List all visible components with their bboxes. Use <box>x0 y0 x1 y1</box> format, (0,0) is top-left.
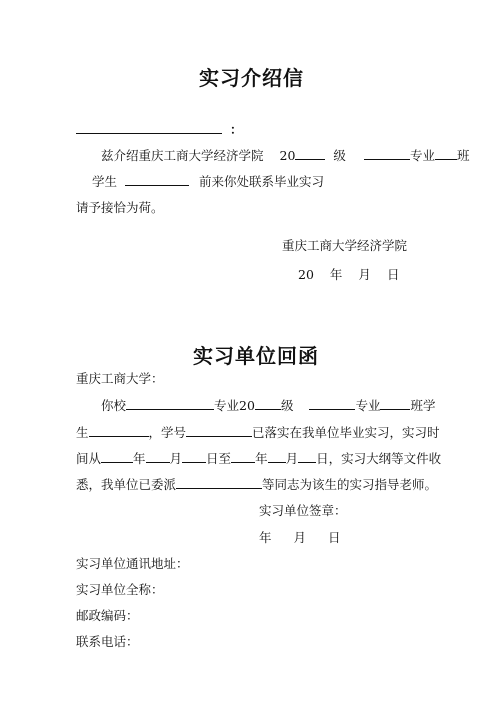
letter-date-month: 月 <box>358 267 371 282</box>
reply-major2-blank <box>309 398 355 410</box>
letter-line-3: 请予接恰为荷。 <box>76 200 164 215</box>
major-blank <box>364 148 410 160</box>
letter-date <box>298 265 399 283</box>
letter-year-prefix: 20 <box>279 148 296 163</box>
reply-sheng-label: 生 <box>76 425 89 440</box>
reply-school-label: 你校 <box>101 398 127 413</box>
student-name-blank <box>125 174 189 186</box>
reply-unit-sign: 实习单位签章： <box>259 503 347 518</box>
reply-line-4-text1: 悉，我单位已委派 <box>76 477 177 492</box>
reply-line-4-text2: 等同志为该生的实习指导老师。 <box>262 477 438 492</box>
reply-line-2 <box>76 423 440 441</box>
reply-date-month: 月 <box>293 530 307 545</box>
addressee-colon: ： <box>230 122 243 137</box>
letter-major-label: 专业 <box>409 148 435 163</box>
letter-line-2 <box>92 172 324 190</box>
letter-date-year-prefix: 20 <box>298 267 314 282</box>
field-phone: 联系电话： <box>76 634 139 649</box>
reply-major-blank <box>126 398 214 410</box>
letter-date-day: 日 <box>386 267 400 282</box>
reply-student-name-blank <box>89 425 149 437</box>
reply-grade-blank <box>255 398 281 410</box>
addressee-line <box>76 120 243 138</box>
addressee-blank <box>76 122 222 134</box>
reply-day-to-label: 日至 <box>206 451 232 466</box>
letter-date-year: 年 <box>329 267 343 282</box>
reply-to-year-blank <box>231 451 255 463</box>
reply-salutation: 重庆工商大学： <box>76 371 164 386</box>
letter-student-label: 学生 <box>92 174 118 189</box>
reply-from-day-blank <box>182 451 206 463</box>
reply-month-label: 月 <box>169 451 183 466</box>
reply-from-year-blank <box>101 451 133 463</box>
letter-purpose-text: 前来你处联系毕业实习 <box>199 174 325 189</box>
letter-intro-text: 兹介绍重庆工商大学经济学院 <box>101 148 264 163</box>
reply-line-1 <box>101 396 435 414</box>
reply-year-label: 年 <box>133 451 146 466</box>
class-blank <box>435 148 457 160</box>
reply-year-prefix: 20 <box>239 398 255 413</box>
letter-class-label: 班 <box>456 148 470 163</box>
field-postal-code: 邮政编码： <box>76 608 139 623</box>
reply-xuehao-label: ，学号 <box>148 425 187 440</box>
letter-grade-label: 级 <box>333 148 346 163</box>
reply-month2-label: 月 <box>285 451 299 466</box>
reply-major2-label: 专业 <box>355 398 381 413</box>
grade-blank <box>295 148 325 160</box>
letter-title: 实习介绍信 <box>199 66 304 90</box>
reply-date-day: 日 <box>328 530 341 545</box>
reply-date <box>259 528 341 546</box>
reply-grade-label: 级 <box>280 398 294 413</box>
reply-student-number-blank <box>186 425 252 437</box>
letter-line-1 <box>101 146 469 164</box>
reply-line-3 <box>76 449 441 467</box>
reply-line-3-text: 日，实习大纲等文件收 <box>316 451 442 466</box>
reply-date-year: 年 <box>259 530 272 545</box>
reply-class-student-label: 班学 <box>410 398 436 413</box>
field-address: 实习单位通讯地址： <box>76 556 189 571</box>
reply-line-2-text: 已落实在我单位毕业实习，实习时 <box>252 425 440 440</box>
reply-supervisor-blank <box>176 477 262 489</box>
letter-signature: 重庆工商大学经济学院 <box>282 238 408 253</box>
reply-from-label: 间从 <box>76 451 102 466</box>
field-full-name: 实习单位全称： <box>76 582 164 597</box>
reply-from-month-blank <box>146 451 170 463</box>
reply-title: 实习单位回函 <box>193 344 319 368</box>
reply-line-4 <box>76 475 437 493</box>
reply-class-blank <box>380 398 410 410</box>
reply-to-day-blank <box>298 451 316 463</box>
reply-to-month-blank <box>268 451 286 463</box>
reply-major-label: 专业 <box>214 398 240 413</box>
reply-year2-label: 年 <box>255 451 268 466</box>
